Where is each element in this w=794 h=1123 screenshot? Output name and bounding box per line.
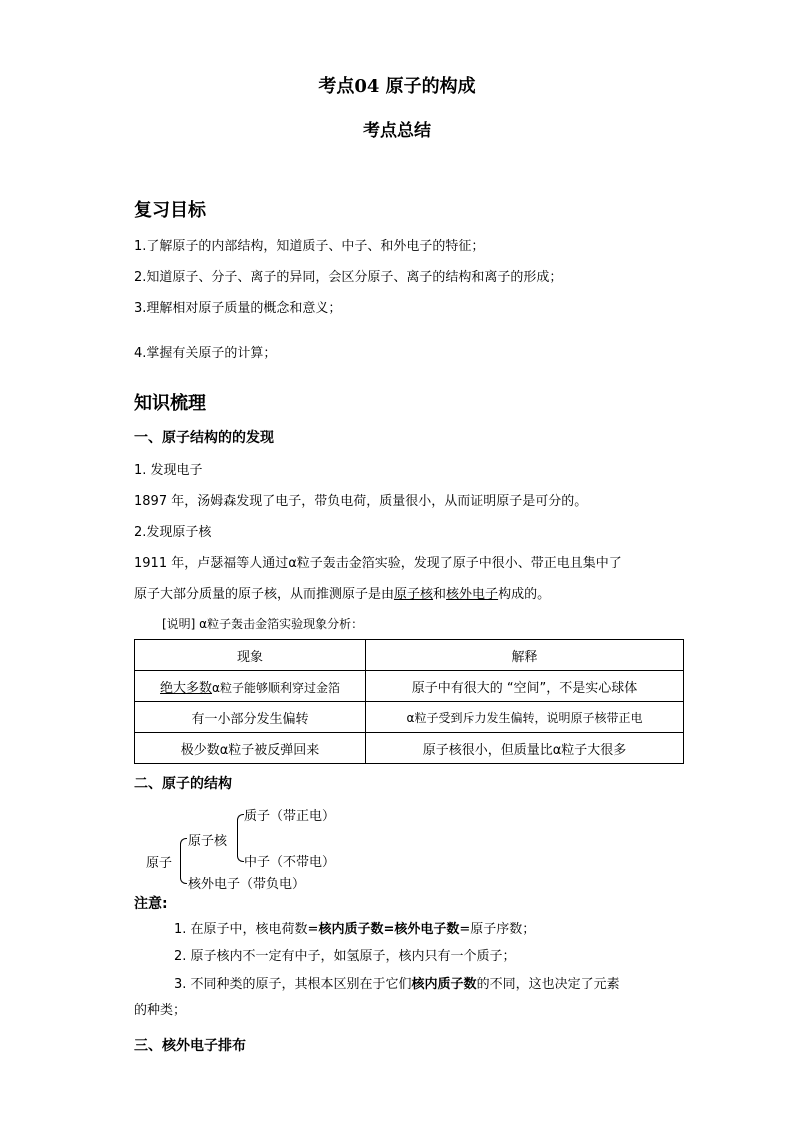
diagram-nucleus: 原子核 <box>188 834 228 849</box>
notice-item <box>174 918 535 937</box>
knowledge-heading: 知识梳理 <box>134 393 206 414</box>
underlined-text: 绝大多数 <box>160 680 213 696</box>
table-row <box>135 733 684 764</box>
notice-label: 注意: <box>134 896 168 912</box>
nucleus-term: 原子核 <box>394 587 434 602</box>
section3-heading: 三、核外电子排布 <box>134 1038 246 1054</box>
notice-item-cont: 的种类； <box>134 1003 187 1018</box>
text-run: 原子大部分质量的原子核，从而推测原子是由 <box>134 587 395 602</box>
brace-outer <box>180 838 187 884</box>
table-header-cell: 解释 <box>366 640 684 671</box>
bold-term: 核内质子数 <box>318 922 384 937</box>
text-run: 3. 不同种类的原子，其根本区别在于它们 <box>174 977 412 992</box>
table-header-row <box>135 640 684 671</box>
page-title: 考点04 原子的构成 <box>318 76 476 97</box>
diagram-atom: 原子 <box>146 856 173 871</box>
diagram-proton: 质子（带正电） <box>244 809 336 824</box>
section1-heading: 一、原子结构的的发现 <box>134 430 274 446</box>
goal-item: 1.了解原子的内部结构，知道质子、中子、和外电子的特征； <box>134 239 485 254</box>
section1-para1: 1897 年，汤姆森发现了电子，带负电荷，质量很小，从而证明原子是可分的。 <box>134 494 588 509</box>
goal-item: 2.知道原子、分子、离子的异同，会区分原子、离子的结构和离子的形成； <box>134 270 563 285</box>
text-run: 的不同，这也决定了元素 <box>476 977 620 992</box>
table-cell <box>135 671 366 702</box>
table-cell: 有一小部分发生偏转 <box>135 702 366 733</box>
cell-text: α粒子能够顺利穿过金箔 <box>212 680 340 695</box>
brace-inner <box>237 814 244 862</box>
section2-heading: 二、原子的结构 <box>134 776 232 792</box>
table-cell: 原子中有很大的 “空间”，不是实心球体 <box>366 671 684 702</box>
section1-sub1: 1. 发现电子 <box>134 463 203 478</box>
page-subtitle: 考点总结 <box>363 121 431 141</box>
diagram-electron: 核外电子（带负电） <box>188 877 306 892</box>
section1-para2-line2 <box>134 583 550 602</box>
section1-para2-line1: 1911 年，卢瑟福等人通过α粒子轰击金箔实验，发现了原子中很小、带正电且集中了 <box>134 556 622 571</box>
table-row <box>135 671 684 702</box>
text-run: 构成的。 <box>498 587 551 602</box>
notice-item <box>174 973 620 992</box>
notice-item: 2. 原子核内不一定有中子，如氢原子，核内只有一个质子； <box>174 949 516 964</box>
bold-term: 核外电子数 <box>394 922 460 937</box>
goal-item: 4.掌握有关原子的计算； <box>134 346 277 361</box>
electron-term: 核外电子 <box>446 587 499 602</box>
diagram-neutron: 中子（不带电） <box>244 855 336 870</box>
table-cell: 原子核很小，但质量比α粒子大很多 <box>366 733 684 764</box>
bold-term: 核内质子数 <box>411 977 477 992</box>
table-row <box>135 702 684 733</box>
table-cell: 极少数α粒子被反弹回来 <box>135 733 366 764</box>
table-header-cell: 现象 <box>135 640 366 671</box>
text-run: =原子序数； <box>459 922 536 937</box>
experiment-table <box>134 639 684 764</box>
text-run: 1. 在原子中，核电荷数= <box>174 922 319 937</box>
experiment-note: [说明] α粒子轰击金箔实验现象分析： <box>162 617 364 631</box>
section1-sub2: 2.发现原子核 <box>134 525 212 540</box>
bold-term: = <box>383 922 395 937</box>
goals-heading: 复习目标 <box>134 200 206 221</box>
table-cell: α粒子受到斥力发生偏转，说明原子核带正电 <box>366 702 684 733</box>
text-run: 和 <box>433 587 447 602</box>
goal-item: 3.理解相对原子质量的概念和意义； <box>134 301 342 316</box>
